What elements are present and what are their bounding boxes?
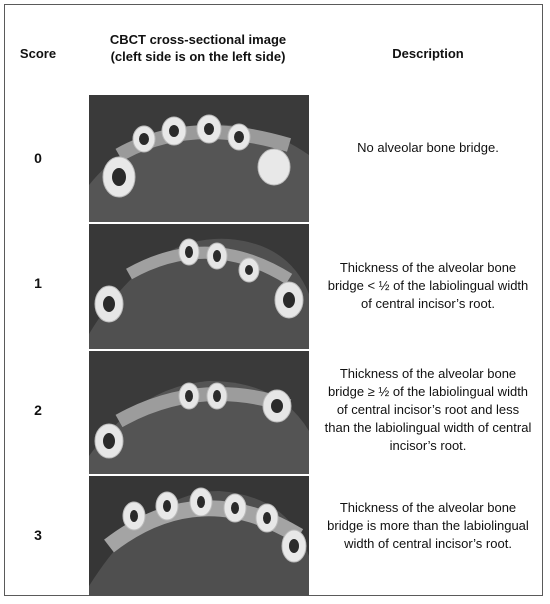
- description-3: Thickness of the alveolar bone bridge is more than the labiolingual width of central incisor’s root.: [327, 500, 529, 551]
- description-2: Thickness of the alveolar bone bridge ≥ ½ of the labiolingual width of central incisor’s root and less than the labiolingual width of central incisor’s root.: [324, 366, 532, 453]
- header-score: Score: [19, 46, 57, 61]
- ct-image-score-1: [89, 224, 309, 351]
- header-image-line2: (cleft side is on the left side): [110, 49, 286, 64]
- score-0: 0: [34, 150, 42, 166]
- ct-image-score-0: [89, 95, 309, 224]
- header-description: Description: [392, 46, 464, 61]
- header-image: [89, 31, 307, 65]
- ct-image-score-2: [89, 351, 309, 476]
- score-2: 2: [34, 402, 42, 418]
- description-1: Thickness of the alveolar bone bridge < ½ of the labiolingual width of central incisor’s root.: [327, 260, 529, 311]
- ct-image-score-3: [89, 476, 309, 598]
- score-3: 3: [34, 527, 42, 543]
- header-image-line1: CBCT cross-sectional image: [109, 32, 287, 47]
- description-0: No alveolar bone bridge.: [357, 140, 499, 155]
- scoring-table: [4, 4, 543, 596]
- score-1: 1: [34, 275, 42, 291]
